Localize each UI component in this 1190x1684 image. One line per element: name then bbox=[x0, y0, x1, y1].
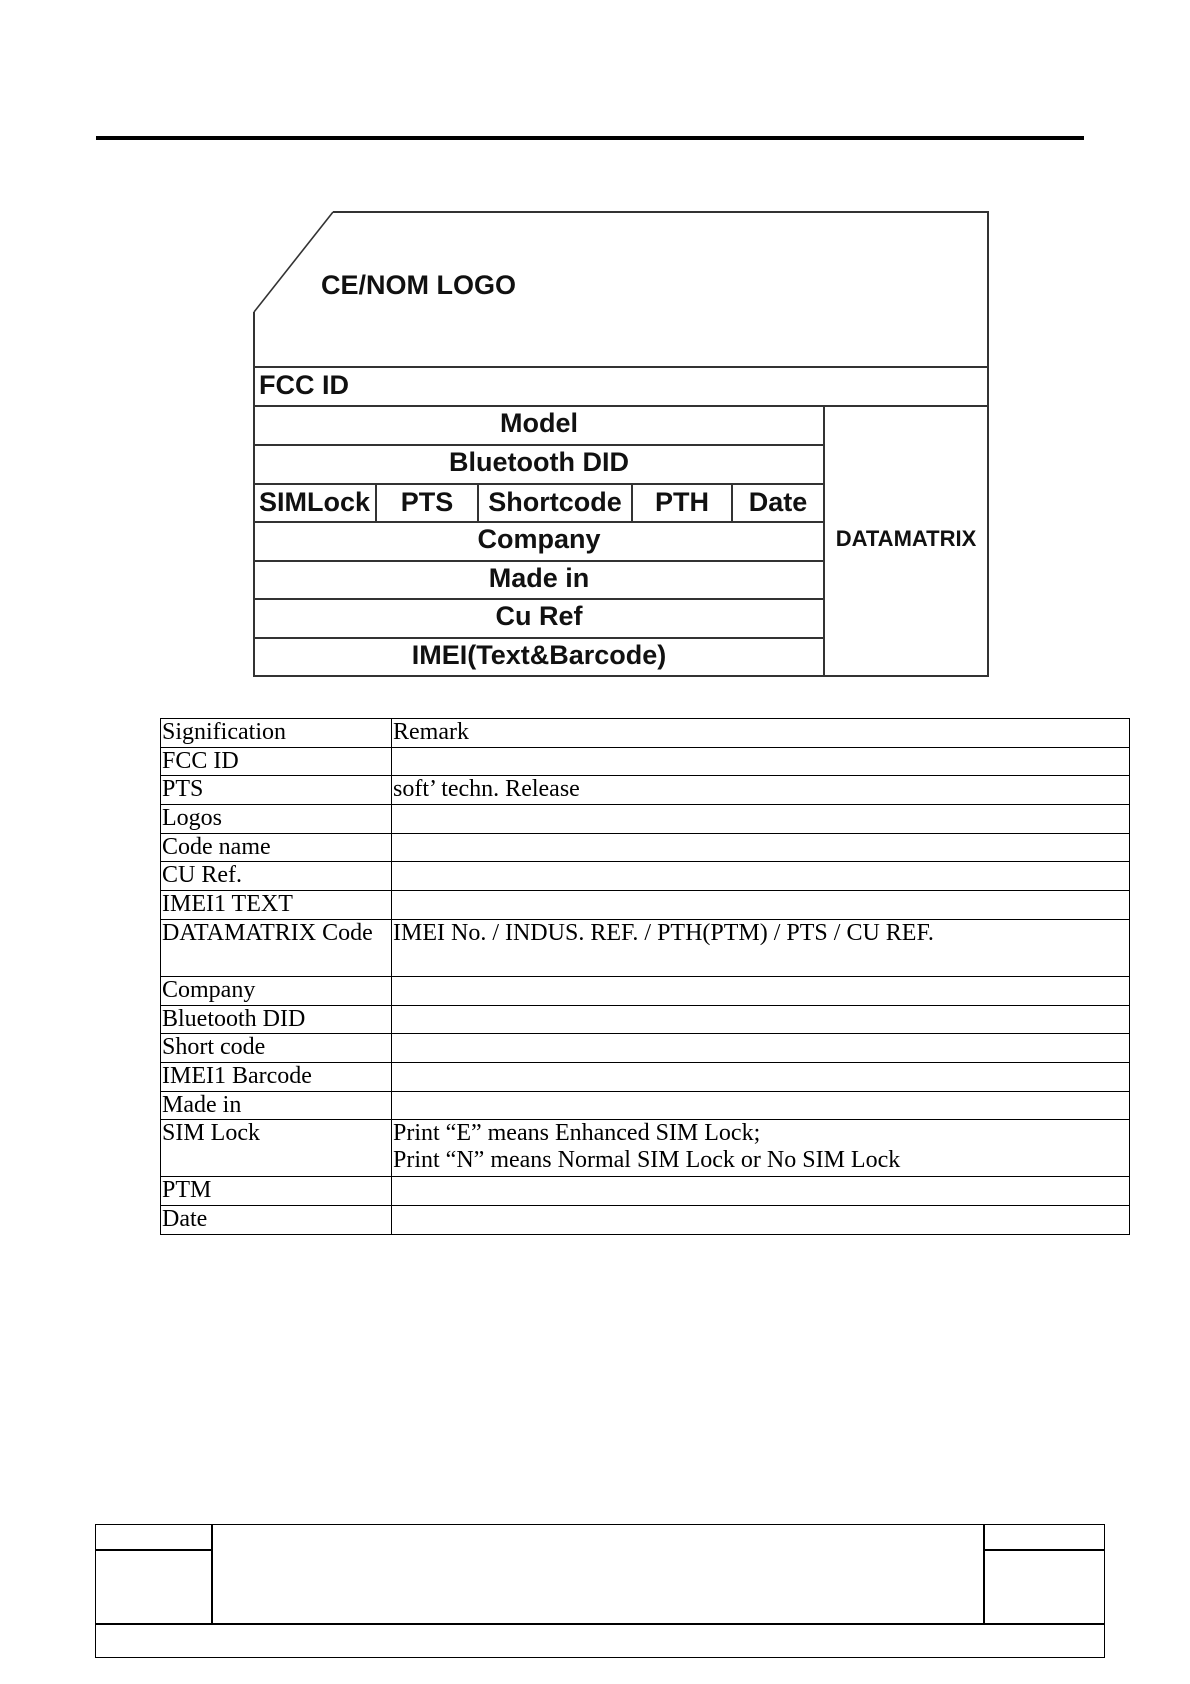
sig-cell: PTM bbox=[161, 1177, 392, 1206]
remark-line: Print “E” means Enhanced SIM Lock; bbox=[393, 1120, 761, 1147]
header-remark: Remark bbox=[392, 719, 1130, 748]
remark-cell bbox=[392, 1091, 1130, 1120]
remark-cell bbox=[392, 805, 1130, 834]
signification-table bbox=[160, 718, 1130, 1235]
pts-cell: PTS bbox=[400, 487, 454, 517]
table-row bbox=[161, 1120, 1130, 1177]
sig-cell: PTS bbox=[161, 776, 392, 805]
sig-cell: Company bbox=[161, 976, 392, 1005]
bluetooth-did-label: Bluetooth DID bbox=[449, 447, 629, 477]
company-label: Company bbox=[477, 524, 601, 554]
remark-cell: IMEI No. / INDUS. REF. / PTH(PTM) / PTS / CU REF. bbox=[392, 919, 1130, 976]
remark-cell bbox=[392, 1034, 1130, 1063]
header-signification: Signification bbox=[161, 719, 392, 748]
model-label: Model bbox=[500, 408, 578, 438]
table-row bbox=[161, 805, 1130, 834]
datamatrix-label: DATAMATRIX bbox=[835, 526, 977, 551]
table-row bbox=[161, 833, 1130, 862]
footer-divider bbox=[983, 1525, 985, 1623]
made-in-label: Made in bbox=[488, 563, 590, 593]
header-rule bbox=[96, 136, 1084, 140]
footer-divider bbox=[96, 1549, 212, 1551]
footer-divider bbox=[983, 1549, 1104, 1551]
table-header-row bbox=[161, 719, 1130, 748]
table-row bbox=[161, 976, 1130, 1005]
sig-cell: Bluetooth DID bbox=[161, 1005, 392, 1034]
table-row bbox=[161, 776, 1130, 805]
cu-ref-label: Cu Ref bbox=[495, 601, 583, 631]
table-row bbox=[161, 1205, 1130, 1234]
remark-cell bbox=[392, 976, 1130, 1005]
remark-cell bbox=[392, 833, 1130, 862]
remark-cell bbox=[392, 891, 1130, 920]
logo-label: CE/NOM LOGO bbox=[321, 270, 516, 300]
sig-cell: Short code bbox=[161, 1034, 392, 1063]
remark-cell bbox=[392, 1005, 1130, 1034]
remark-cell bbox=[392, 747, 1130, 776]
sig-cell: IMEI1 TEXT bbox=[161, 891, 392, 920]
table-row bbox=[161, 862, 1130, 891]
table-row bbox=[161, 1091, 1130, 1120]
imei-label: IMEI(Text&Barcode) bbox=[411, 640, 667, 670]
sig-cell: FCC ID bbox=[161, 747, 392, 776]
sig-cell: IMEI1 Barcode bbox=[161, 1062, 392, 1091]
sig-cell: Made in bbox=[161, 1091, 392, 1120]
remark-cell bbox=[392, 1062, 1130, 1091]
footer-divider bbox=[211, 1525, 213, 1623]
table-row bbox=[161, 1005, 1130, 1034]
remark-cell: soft’ techn. Release bbox=[392, 776, 1130, 805]
remark-cell bbox=[392, 1120, 1130, 1177]
shortcode-cell: Shortcode bbox=[488, 487, 622, 517]
sig-cell: SIM Lock bbox=[161, 1120, 392, 1177]
table-row bbox=[161, 1177, 1130, 1206]
label-diagram bbox=[254, 212, 988, 676]
pth-cell: PTH bbox=[655, 487, 709, 517]
remark-cell bbox=[392, 1205, 1130, 1234]
table-row bbox=[161, 747, 1130, 776]
fcc-id-label: FCC ID bbox=[259, 370, 349, 400]
footer-divider bbox=[96, 1623, 1104, 1625]
table-row bbox=[161, 919, 1130, 976]
table-row bbox=[161, 1062, 1130, 1091]
simlock-cell: SIMLock bbox=[259, 487, 371, 517]
sig-cell: Date bbox=[161, 1205, 392, 1234]
sig-cell: CU Ref. bbox=[161, 862, 392, 891]
footer-box bbox=[95, 1524, 1105, 1658]
remark-cell bbox=[392, 862, 1130, 891]
remark-cell bbox=[392, 1177, 1130, 1206]
table-row bbox=[161, 891, 1130, 920]
sig-cell: DATAMATRIX Code bbox=[161, 919, 392, 976]
table-row bbox=[161, 1034, 1130, 1063]
sig-cell: Logos bbox=[161, 805, 392, 834]
sig-cell: Code name bbox=[161, 833, 392, 862]
date-cell: Date bbox=[748, 487, 808, 517]
remark-line: Print “N” means Normal SIM Lock or No SIM Lock bbox=[393, 1147, 901, 1174]
